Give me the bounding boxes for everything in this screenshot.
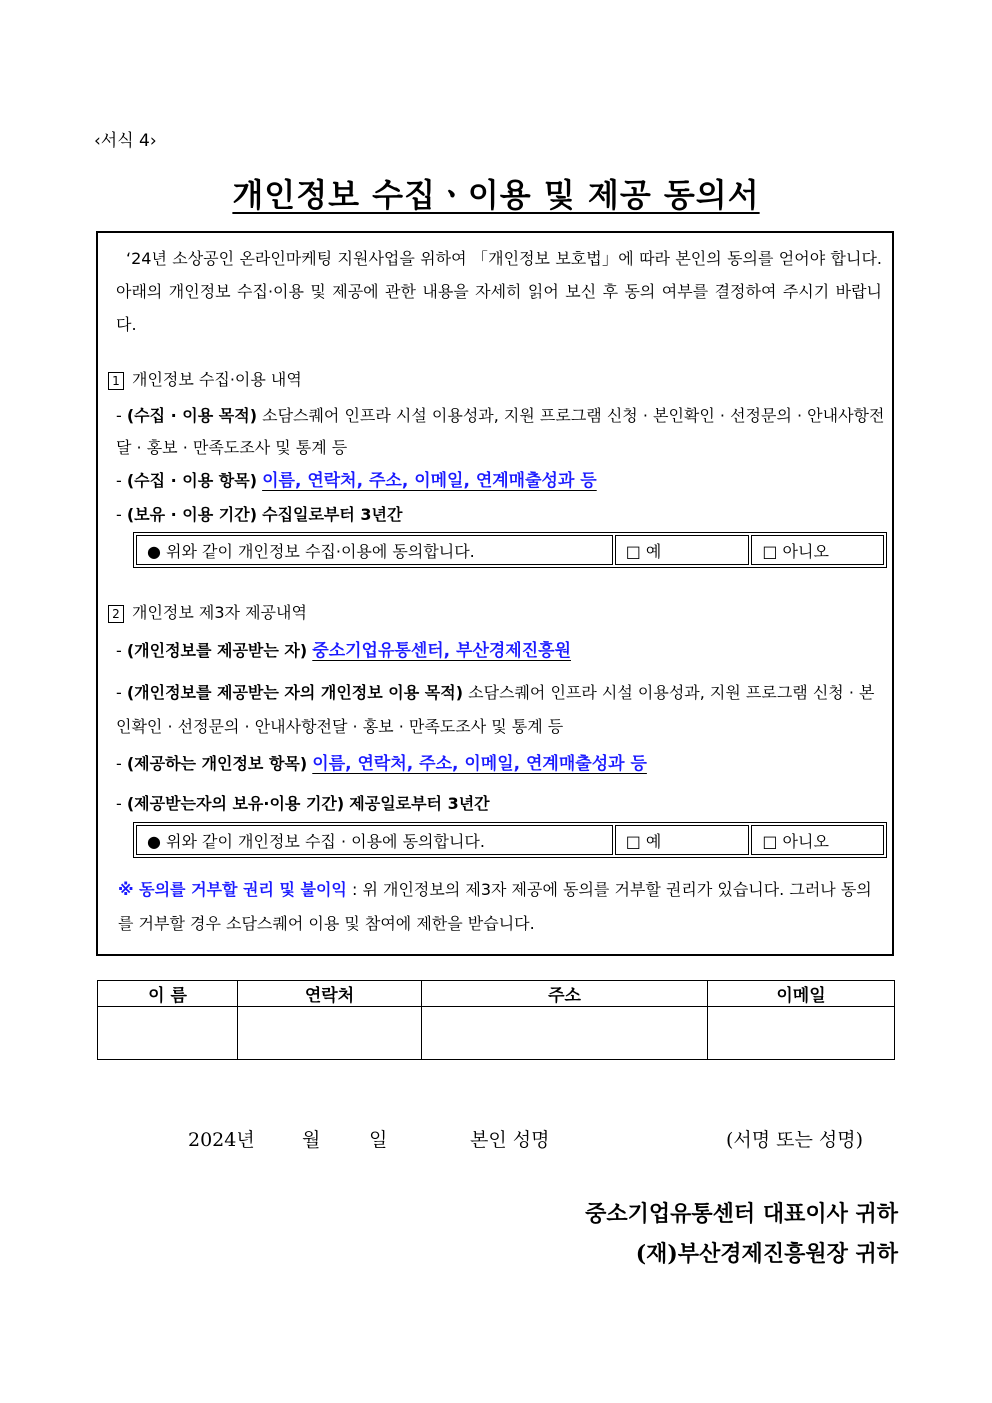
name-field[interactable]	[98, 1007, 238, 1060]
header-name: 이 름	[98, 981, 238, 1007]
section2-number: 2	[108, 605, 124, 623]
section2-heading	[108, 600, 307, 623]
section2-purpose-label: (개인정보를 제공받는 자의 개인정보 이용 목적)	[126, 683, 464, 702]
section1-agree-text: ● 위와 같이 개인정보 수집·이용에 동의합니다.	[136, 535, 613, 565]
section1-purpose-label: (수집 · 이용 목적)	[126, 406, 258, 425]
header-address: 주소	[422, 981, 708, 1007]
section2-no-checkbox[interactable]: □ 아니오	[751, 825, 884, 855]
sign-signer-label: 본인 성명	[470, 1129, 550, 1151]
section1-number: 1	[108, 372, 124, 390]
section2-period-label: (제공받는자의 보유·이용 기간)	[126, 794, 345, 813]
header-contact: 연락처	[238, 981, 422, 1007]
section2-period-text: 제공일로부터 3년간	[349, 794, 490, 813]
email-field[interactable]	[708, 1007, 895, 1060]
section1-period-label: (보유 · 이용 기간)	[126, 505, 258, 524]
section2-items: - (제공하는 개인정보 항목) 이름, 연락처, 주소, 이메일, 연계매출성과 등	[116, 754, 647, 774]
section2-recipient-label: (개인정보를 제공받는 자)	[126, 641, 308, 660]
section1-agree-row	[133, 532, 887, 568]
applicant-info-table	[97, 980, 895, 1060]
sign-month: 월	[302, 1129, 321, 1151]
sign-day: 일	[369, 1129, 388, 1151]
section2-period: - (제공받는자의 보유·이용 기간) 제공일로부터 3년간	[116, 794, 490, 813]
refusal-notice	[118, 873, 880, 941]
addressee-sbc: 중소기업유통센터 대표이사 귀하	[585, 1201, 898, 1227]
section2-items-label: (제공하는 개인정보 항목)	[126, 754, 308, 773]
section1-purpose-text: 소담스퀘어 인프라 시설 이용성과, 지원 프로그램 신청 · 본인확인 · 선정문의 · 안내사항전달 · 홍보 · 만족도조사 및 통계 등	[116, 406, 885, 457]
section1-yes-checkbox[interactable]: □ 예	[615, 535, 750, 565]
refusal-notice-text: : 위 개인정보의 제3자 제공에 동의를 거부할 권리가 있습니다. 그러나 동의를 거부할 경우 소담스퀘어 이용 및 참여에 제한을 받습니다.	[118, 880, 872, 933]
section2-items-text: 이름, 연락처, 주소, 이메일, 연계매출성과 등	[312, 754, 647, 774]
section2-heading-text: 개인정보 제3자 제공내역	[132, 603, 307, 622]
section1-items-text: 이름, 연락처, 주소, 이메일, 연계매출성과 등	[262, 471, 597, 491]
form-number-label: ‹서식 4›	[94, 131, 157, 151]
sign-year: 2024년	[188, 1129, 255, 1151]
section2-recipient: - (개인정보를 제공받는 자) 중소기업유통센터, 부산경제진흥원	[116, 641, 571, 661]
section2-purpose-text: 소담스퀘어 인프라 시설 이용성과, 지원 프로그램 신청 · 본인확인 · 선정문의 · 안내사항전달 · 홍보 · 만족도조사 및 통계 등	[116, 683, 875, 736]
section2-purpose: - (개인정보를 제공받는 자의 개인정보 이용 목적) 소담스퀘어 인프라 시설 이용성과, 지원 프로그램 신청 · 본인확인 · 선정문의 · 안내사항전달 · 홍보 · 만족도조사 및 통계 등	[116, 683, 875, 736]
section2-agree-row	[133, 822, 887, 858]
section2-yes-checkbox[interactable]: □ 예	[615, 825, 750, 855]
header-email: 이메일	[708, 981, 895, 1007]
section1-period-text: 수집일로부터 3년간	[262, 505, 403, 524]
section1-items-label: (수집 · 이용 항목)	[126, 471, 258, 490]
refusal-notice-label: ※ 동의를 거부할 권리 및 불이익	[118, 880, 347, 899]
page-title: 개인정보 수집ㆍ이용 및 제공 동의서	[232, 176, 760, 214]
section1-heading-text: 개인정보 수집·이용 내역	[132, 370, 302, 389]
section2-recipient-text: 중소기업유통센터, 부산경제진흥원	[312, 641, 571, 661]
addressee-busan: (재)부산경제진흥원장 귀하	[635, 1241, 898, 1267]
section2-agree-text: ● 위와 같이 개인정보 수집 · 이용에 동의합니다.	[136, 825, 613, 855]
section1-items: - (수집 · 이용 항목) 이름, 연락처, 주소, 이메일, 연계매출성과 등	[116, 471, 597, 491]
contact-field[interactable]	[238, 1007, 422, 1060]
section1-period: - (보유 · 이용 기간) 수집일로부터 3년간	[116, 505, 403, 524]
address-field[interactable]	[422, 1007, 708, 1060]
section1-heading	[108, 367, 302, 390]
section1-purpose: - (수집 · 이용 목적) 소담스퀘어 인프라 시설 이용성과, 지원 프로그램 신청 · 본인확인 · 선정문의 · 안내사항전달 · 홍보 · 만족도조사 및 통계 등	[116, 406, 885, 457]
section1-no-checkbox[interactable]: □ 아니오	[751, 535, 884, 565]
intro-paragraph: ‘24년 소상공인 온라인마케팅 지원사업을 위하여 「개인정보 보호법」에 따라 본인의 동의를 얻어야 합니다. 아래의 개인정보 수집·이용 및 제공에 관한 내용을 자세히 읽어 보신 후 동의 여부를 결정하여 주시기 바랍니다.	[116, 249, 882, 334]
sign-note[interactable]: (서명 또는 성명)	[726, 1129, 864, 1151]
